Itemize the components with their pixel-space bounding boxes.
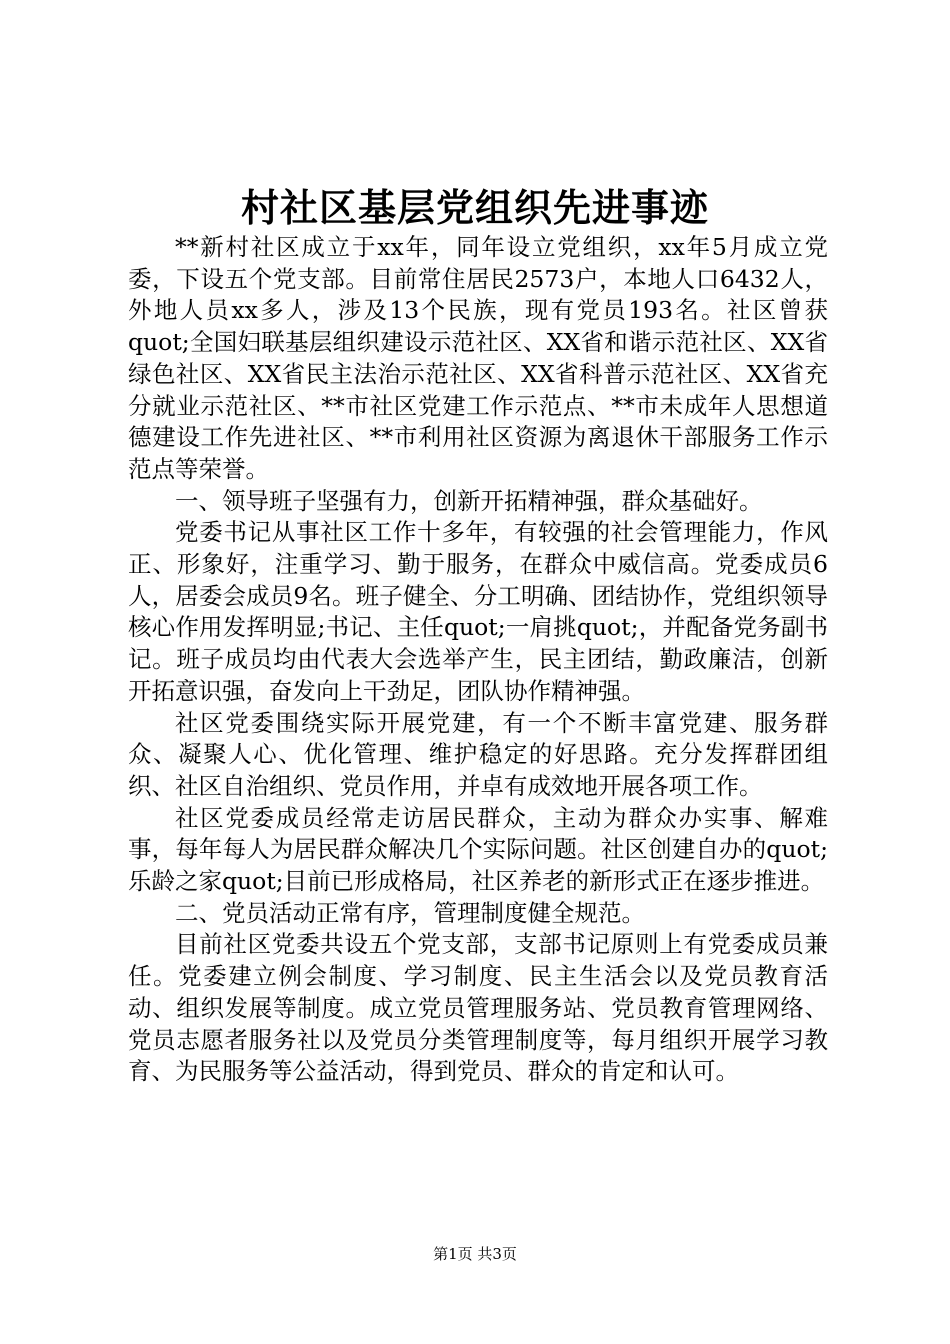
document-body xyxy=(128,232,828,1088)
paragraph-visits: 社区党委成员经常走访居民群众，主动为群众办实事、解难事，每年每人为居民群众解决几个实际问题。社区创建自办的quot;乐龄之家quot;目前已形成格局，社区养老的新形式正在逐步推进。 xyxy=(128,803,828,896)
paragraph-party-building: 社区党委围绕实际开展党建，有一个不断丰富党建、服务群众、凝聚人心、优化管理、维护稳定的好思路。充分发挥群团组织、社区自治组织、党员作用，并卓有成效地开展各项工作。 xyxy=(128,708,828,800)
paragraph-branches: 目前社区党委共设五个党支部，支部书记原则上有党委成员兼任。党委建立例会制度、学习制度、民主生活会以及党员教育活动、组织发展等制度。成立党员管理服务站、党员教育管理网络、党员志愿者服务社以及党员分类管理制度等，每月组织开展学习教育、为民服务等公益活动，得到党员、群众的肯定和认可。 xyxy=(128,930,828,1086)
section-heading-2: 二、党员活动正常有序，管理制度健全规范。 xyxy=(175,898,645,927)
paragraph-intro: **新村社区成立于xx年，同年设立党组织，xx年5月成立党委，下设五个党支部。目前常住居民2573户，本地人口6432人，外地人员xx多人，涉及13个民族，现有党员193名。社区曾获quot;全国妇联基层组织建设示范社区、XX省和谐示范社区、XX省绿色社区、XX省民主法治示范社区、XX省科普示范社区、XX省充分就业示范社区、**市社区党建工作示范点、**市未成年人思想道德建设工作先进社区、**市利用社区资源为离退休干部服务工作示范点等荣誉。 xyxy=(128,233,828,483)
page-number-footer: 第1页 共3页 xyxy=(433,1245,517,1263)
document-title: 村社区基层党组织先进事迹 xyxy=(240,185,709,230)
section-heading-1: 一、领导班子坚强有力，创新开拓精神强，群众基础好。 xyxy=(175,486,763,515)
paragraph-leadership: 党委书记从事社区工作十多年，有较强的社会管理能力，作风正、形象好，注重学习、勤于服务，在群众中威信高。党委成员6人，居委会成员9名。班子健全、分工明确、团结协作，党组织领导核心作用发挥明显;书记、主任quot;一肩挑quot;，并配备党务副书记。班子成员均由代表大会选举产生，民主团结，勤政廉洁，创新开拓意识强，奋发向上干劲足，团队协作精神强。 xyxy=(128,518,828,705)
